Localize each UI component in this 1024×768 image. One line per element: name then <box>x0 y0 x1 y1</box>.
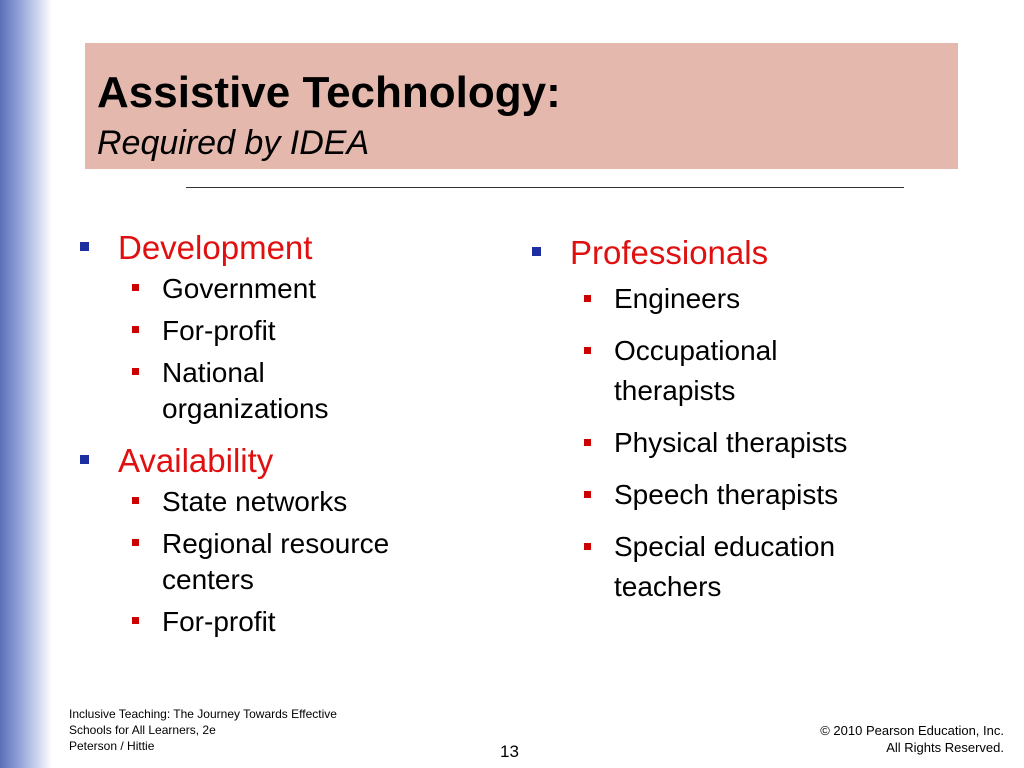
sub-bullet <box>532 475 932 515</box>
sub-bullet <box>80 271 480 307</box>
square-bullet-icon <box>132 497 139 504</box>
bullet-professionals <box>532 233 932 273</box>
page-number: 13 <box>500 742 519 761</box>
square-bullet-icon <box>132 368 139 375</box>
copyright-notice <box>820 722 1004 756</box>
sub-bullet-text: For-profit <box>162 606 276 637</box>
sub-bullet-text: For-profit <box>162 315 276 346</box>
bullet-heading: Development <box>118 229 313 266</box>
sub-bullet-text: Speech therapists <box>614 479 839 510</box>
square-bullet-icon <box>132 617 139 624</box>
square-bullet-icon <box>132 284 139 291</box>
copyright-line: © 2010 Pearson Education, Inc. <box>820 723 1004 738</box>
square-bullet-icon <box>532 247 541 256</box>
square-bullet-icon <box>584 491 591 498</box>
sub-bullet <box>80 526 480 598</box>
sub-bullet-text: National organizations <box>162 357 329 424</box>
square-bullet-icon <box>132 539 139 546</box>
book-citation-line: Inclusive Teaching: The Journey Towards Effective <box>69 707 337 721</box>
sub-bullet-text: Special education teachers <box>614 531 836 602</box>
square-bullet-icon <box>584 295 591 302</box>
sub-bullet <box>532 331 932 411</box>
divider-line <box>186 187 904 188</box>
right-column <box>532 233 932 619</box>
slide-title: Assistive Technology: <box>97 68 561 117</box>
copyright-line: All Rights Reserved. <box>886 740 1004 755</box>
bullet-heading: Professionals <box>570 234 769 271</box>
sub-bullet-text: Occupational therapists <box>614 335 778 406</box>
book-citation <box>69 706 337 754</box>
square-bullet-icon <box>80 242 89 251</box>
book-citation-line: Schools for All Learners, 2e <box>69 723 216 737</box>
sub-bullet-text: Regional resource centers <box>162 528 390 595</box>
sub-bullet-text: Government <box>162 273 317 304</box>
bullet-development <box>80 228 480 268</box>
square-bullet-icon <box>584 347 591 354</box>
sub-bullet-text: Physical therapists <box>614 427 848 458</box>
sub-bullet-text: Engineers <box>614 283 741 314</box>
sub-bullet <box>80 604 480 640</box>
sub-bullet <box>80 313 480 349</box>
square-bullet-icon <box>584 543 591 550</box>
square-bullet-icon <box>80 455 89 464</box>
title-box <box>85 43 958 169</box>
slide-subtitle: Required by IDEA <box>97 124 370 162</box>
side-gradient-bar <box>0 0 52 768</box>
square-bullet-icon <box>584 439 591 446</box>
sub-bullet-text: State networks <box>162 486 348 517</box>
book-citation-line: Peterson / Hittie <box>69 739 155 753</box>
bullet-heading: Availability <box>118 442 274 479</box>
sub-bullet <box>80 355 462 427</box>
left-column <box>80 228 480 646</box>
sub-bullet <box>532 279 932 319</box>
square-bullet-icon <box>132 326 139 333</box>
bullet-availability <box>80 441 480 481</box>
sub-bullet <box>532 423 932 463</box>
sub-bullet <box>532 527 932 607</box>
sub-bullet <box>80 484 480 520</box>
